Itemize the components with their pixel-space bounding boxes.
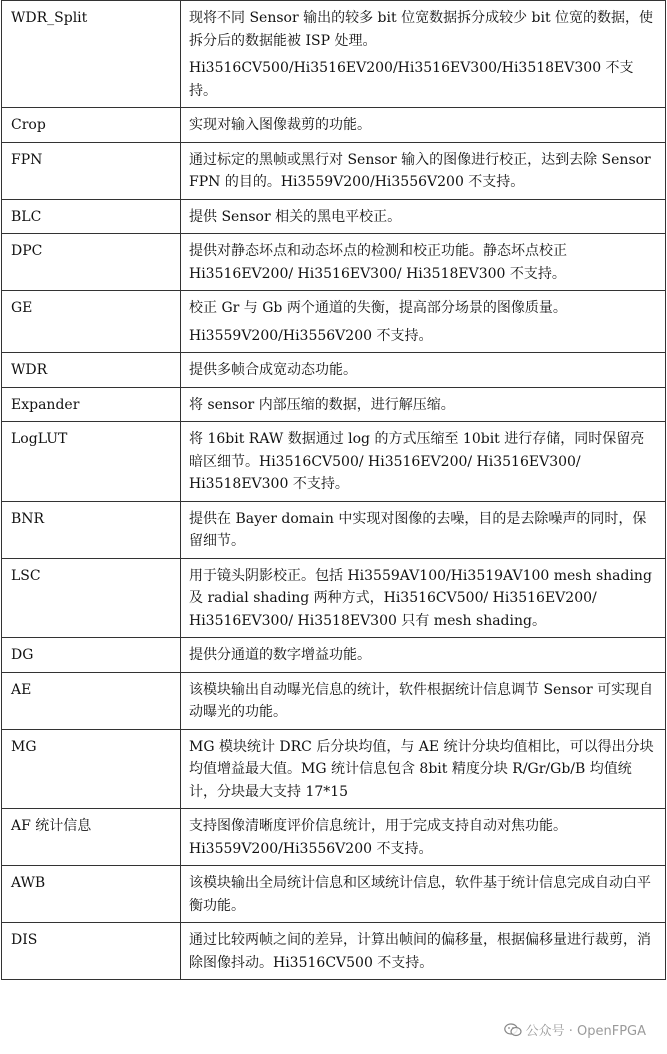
wechat-icon [504, 1023, 522, 1037]
table-row [2, 234, 666, 291]
module-name: AE [2, 672, 181, 729]
table-row [2, 866, 666, 923]
module-description: 该模块输出自动曝光信息的统计，软件根据统计信息调节 Sensor 可实现自动曝光的功能。 [181, 672, 666, 729]
module-name: AWB [2, 866, 181, 923]
table-row [2, 199, 666, 234]
table-row [2, 353, 666, 388]
module-name: AF 统计信息 [2, 809, 181, 866]
module-name: LSC [2, 558, 181, 638]
description-note: Hi3516CV500/Hi3516EV200/Hi3516EV300/Hi3518EV300 不支持。 [189, 60, 634, 99]
watermark-text: 公众号 · OpenFPGA [525, 1024, 646, 1039]
table-row [2, 638, 666, 673]
module-description: 通过比较两帧之间的差异，计算出帧间的偏移量，根据偏移量进行裁剪，消除图像抖动。Hi3516CV500 不支持。 [181, 923, 666, 980]
table-row [2, 142, 666, 199]
table-row [2, 108, 666, 143]
module-description: MG 模块统计 DRC 后分块均值，与 AE 统计分块均值相比，可以得出分块均值增益最大值。MG 统计信息包含 8bit 精度分块 R/Gr/Gb/B 均值统计，分块最大支持 17*15 [181, 729, 666, 809]
module-name: LogLUT [2, 422, 181, 502]
module-description: 将 16bit RAW 数据通过 log 的方式压缩至 10bit 进行存储，同时保留亮暗区细节。Hi3516CV500/ Hi3516EV200/ Hi3516EV300/ Hi3518EV300 不支持。 [181, 422, 666, 502]
module-name: WDR [2, 353, 181, 388]
table-row [2, 387, 666, 422]
module-name: DPC [2, 234, 181, 291]
module-name: BLC [2, 199, 181, 234]
module-description: 通过标定的黑帧或黑行对 Sensor 输入的图像进行校正，达到去除 Sensor FPN 的目的。Hi3559V200/Hi3556V200 不支持。 [181, 142, 666, 199]
table-row [2, 558, 666, 638]
module-description: 提供分通道的数字增益功能。 [181, 638, 666, 673]
table-row [2, 422, 666, 502]
module-description [181, 1, 666, 108]
module-name: FPN [2, 142, 181, 199]
description-text: 现将不同 Sensor 输出的较多 bit 位宽数据拆分成较少 bit 位宽的数据，使拆分后的数据能被 ISP 处理。 [189, 10, 654, 49]
module-name: MG [2, 729, 181, 809]
module-name: DG [2, 638, 181, 673]
module-name: WDR_Split [2, 1, 181, 108]
description-text: 校正 Gr 与 Gb 两个通道的失衡，提高部分场景的图像质量。 [189, 300, 567, 316]
module-description: 将 sensor 内部压缩的数据，进行解压缩。 [181, 387, 666, 422]
table-row [2, 501, 666, 558]
module-description: 实现对输入图像裁剪的功能。 [181, 108, 666, 143]
watermark [501, 1019, 649, 1040]
module-description [181, 291, 666, 353]
module-description: 提供 Sensor 相关的黑电平校正。 [181, 199, 666, 234]
module-description: 提供多帧合成宽动态功能。 [181, 353, 666, 388]
module-name: Expander [2, 387, 181, 422]
table-row [2, 809, 666, 866]
table-row [2, 923, 666, 980]
module-name: GE [2, 291, 181, 353]
module-description: 该模块输出全局统计信息和区域统计信息，软件基于统计信息完成自动白平衡功能。 [181, 866, 666, 923]
table-row [2, 1, 666, 108]
module-name: DIS [2, 923, 181, 980]
table-row [2, 291, 666, 353]
table-row [2, 672, 666, 729]
module-description: 支持图像清晰度评价信息统计，用于完成支持自动对焦功能。Hi3559V200/Hi3556V200 不支持。 [181, 809, 666, 866]
module-name: Crop [2, 108, 181, 143]
table-row [2, 729, 666, 809]
isp-module-table [1, 0, 666, 980]
description-note: Hi3559V200/Hi3556V200 不支持。 [189, 327, 433, 344]
module-description: 提供在 Bayer domain 中实现对图像的去噪，目的是去除噪声的同时，保留细节。 [181, 501, 666, 558]
module-description: 提供对静态坏点和动态坏点的检测和校正功能。静态坏点校正 Hi3516EV200/ Hi3516EV300/ Hi3518EV300 不支持。 [181, 234, 666, 291]
module-description: 用于镜头阴影校正。包括 Hi3559AV100/Hi3519AV100 mesh shading 及 radial shading 两种方式，Hi3516CV500/ Hi3516EV200/ Hi3516EV300/ Hi3518EV300 只有 mesh shading。 [181, 558, 666, 638]
module-name: BNR [2, 501, 181, 558]
